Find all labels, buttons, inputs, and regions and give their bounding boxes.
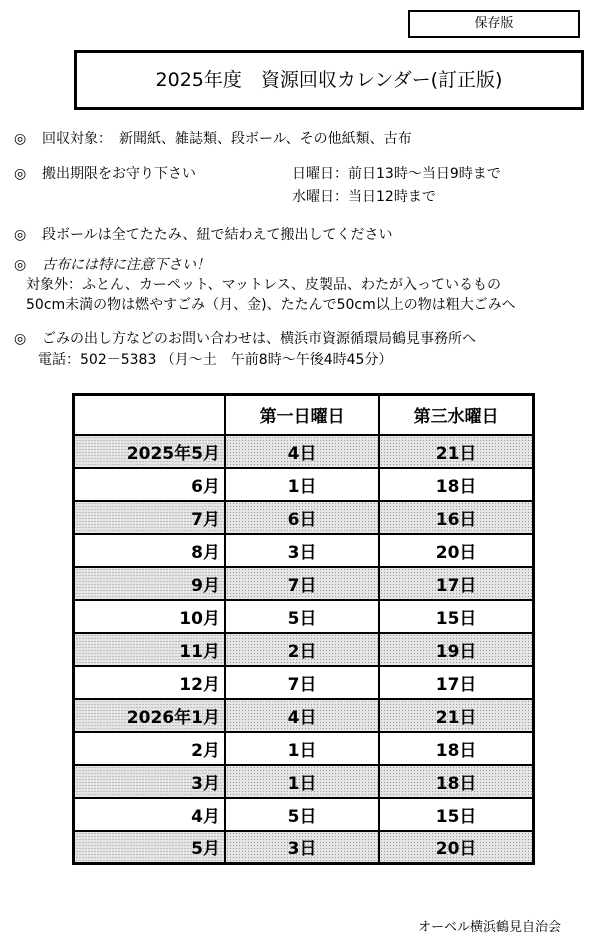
third-wednesday-cell: 19日 <box>379 633 533 666</box>
table-header-row <box>74 395 534 435</box>
month-cell: 12月 <box>74 666 225 699</box>
month-cell: 2025年5月 <box>74 435 225 468</box>
month-cell: 10月 <box>74 600 225 633</box>
collection-items-text: 回収対象： 新聞紙、雑誌類、段ボール、その他紙類、古布 <box>42 131 412 147</box>
month-cell: 4月 <box>74 798 225 831</box>
note-cardboard <box>14 226 393 244</box>
first-sunday-cell: 4日 <box>225 435 379 468</box>
third-wednesday-cell: 21日 <box>379 699 533 732</box>
first-sunday-cell: 7日 <box>225 567 379 600</box>
table-row <box>74 435 534 468</box>
first-sunday-cell: 5日 <box>225 600 379 633</box>
first-sunday-cell: 1日 <box>225 732 379 765</box>
first-sunday-cell: 1日 <box>225 468 379 501</box>
month-cell: 9月 <box>74 567 225 600</box>
third-wednesday-cell: 18日 <box>379 732 533 765</box>
table-row <box>74 798 534 831</box>
wednesday-deadline: 水曜日：当日12時まで <box>292 189 436 205</box>
table-header-first-sunday: 第一日曜日 <box>225 395 379 435</box>
table-row <box>74 732 534 765</box>
page-title: 2025年度 資源回収カレンダー(訂正版) <box>74 50 584 110</box>
note-inquiry <box>14 330 476 348</box>
note-collection-items <box>14 130 412 148</box>
first-sunday-cell: 3日 <box>225 831 379 864</box>
third-wednesday-cell: 15日 <box>379 600 533 633</box>
third-wednesday-cell: 21日 <box>379 435 533 468</box>
month-cell: 7月 <box>74 501 225 534</box>
month-cell: 3月 <box>74 765 225 798</box>
table-row <box>74 666 534 699</box>
table-row <box>74 765 534 798</box>
double-circle-icon: ◎ <box>14 227 27 243</box>
table-header-corner <box>74 395 225 435</box>
cloth-attention-text: 古布には特に注意下さい！ <box>42 257 210 273</box>
double-circle-icon: ◎ <box>14 166 27 182</box>
table-row <box>74 567 534 600</box>
cardboard-text: 段ボールは全てたたみ、紐で結わえて搬出してください <box>42 227 393 243</box>
first-sunday-cell: 1日 <box>225 765 379 798</box>
table-row <box>74 633 534 666</box>
third-wednesday-cell: 18日 <box>379 765 533 798</box>
table-row <box>74 831 534 864</box>
first-sunday-cell: 5日 <box>225 798 379 831</box>
table-header-third-wednesday: 第三水曜日 <box>379 395 533 435</box>
first-sunday-cell: 7日 <box>225 666 379 699</box>
month-cell: 2月 <box>74 732 225 765</box>
double-circle-icon: ◎ <box>14 257 27 273</box>
keep-edition-label: 保存版 <box>408 10 580 38</box>
table-row <box>74 699 534 732</box>
phone-text: 電話：502－5383 （月～土 午前8時～午後4時45分） <box>38 352 393 368</box>
third-wednesday-cell: 16日 <box>379 501 533 534</box>
table-row <box>74 600 534 633</box>
third-wednesday-cell: 17日 <box>379 666 533 699</box>
double-circle-icon: ◎ <box>14 331 27 347</box>
sunday-deadline: 日曜日：前日13時～当日9時まで <box>292 166 501 182</box>
organization-name: オーベル横浜鶴見自治会 <box>418 920 562 935</box>
month-cell: 2026年1月 <box>74 699 225 732</box>
note-deadline <box>14 165 196 183</box>
month-cell: 5月 <box>74 831 225 864</box>
inquiry-text: ごみの出し方などのお問い合わせは、横浜市資源循環局鶴見事務所へ <box>42 331 476 347</box>
collection-calendar-table <box>72 393 535 865</box>
deadline-text: 搬出期限をお守り下さい <box>42 166 196 182</box>
month-cell: 6月 <box>74 468 225 501</box>
table-row <box>74 468 534 501</box>
month-cell: 11月 <box>74 633 225 666</box>
table-row <box>74 501 534 534</box>
third-wednesday-cell: 15日 <box>379 798 533 831</box>
month-cell: 8月 <box>74 534 225 567</box>
first-sunday-cell: 3日 <box>225 534 379 567</box>
first-sunday-cell: 4日 <box>225 699 379 732</box>
third-wednesday-cell: 20日 <box>379 831 533 864</box>
first-sunday-cell: 2日 <box>225 633 379 666</box>
cloth-size-text: 50cm未満の物は燃やすごみ（月、金)、たたんで50cm以上の物は粗大ごみへ <box>26 297 516 313</box>
third-wednesday-cell: 18日 <box>379 468 533 501</box>
third-wednesday-cell: 17日 <box>379 567 533 600</box>
third-wednesday-cell: 20日 <box>379 534 533 567</box>
table-row <box>74 534 534 567</box>
note-cloth-attention <box>14 256 210 274</box>
first-sunday-cell: 6日 <box>225 501 379 534</box>
cloth-excluded-text: 対象外：ふとん、カーペット、マットレス、皮製品、わたが入っているもの <box>26 277 502 293</box>
double-circle-icon: ◎ <box>14 131 27 147</box>
